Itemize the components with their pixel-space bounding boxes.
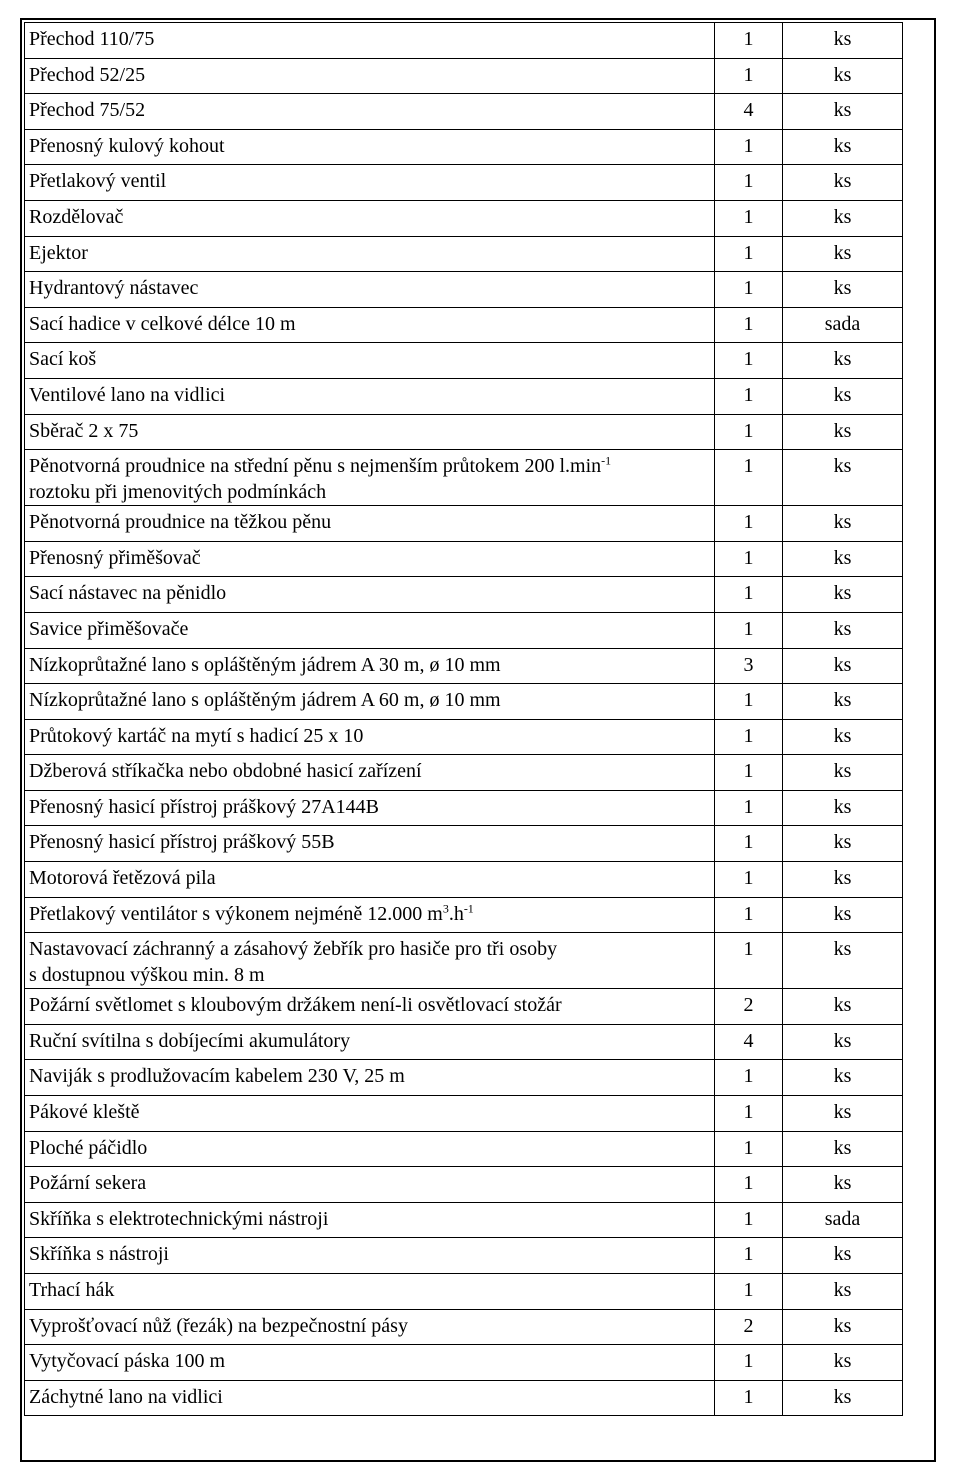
table-row [25,1131,903,1167]
item-name: Rozdělovač [29,205,124,228]
item-name-cell [25,1131,715,1167]
item-name: Sací koš [29,348,97,371]
superscript: 3 [442,901,449,915]
item-unit: ks [783,1131,903,1167]
item-name: Skříňka s elektrotechnickými nástroji [29,1207,329,1230]
item-name: Přetlakový ventilátor s výkonem nejméně 12.000 $m^3.h^{-1}$ [29,901,474,925]
table-row [25,648,903,684]
item-name-cell [25,862,715,898]
item-unit: ks [783,1238,903,1274]
item-quantity: 1 [715,236,783,272]
table-row [25,612,903,648]
item-name-cell [25,236,715,272]
item-name-cell [25,1060,715,1096]
item-name-cell [25,1309,715,1345]
item-name-cell [25,23,715,59]
table-row [25,129,903,165]
item-name: Přenosný hasicí přístroj práškový 55B [29,831,335,854]
item-name-cell [25,612,715,648]
table-row [25,577,903,613]
item-quantity: 2 [715,1309,783,1345]
item-quantity: 1 [715,755,783,791]
item-name-cell [25,165,715,201]
table-row [25,1345,903,1381]
item-name-cell [25,755,715,791]
item-name-cell [25,343,715,379]
item-name: Přenosný hasicí přístroj práškový 27A144B [29,795,379,818]
item-quantity: 2 [715,989,783,1025]
table-row [25,755,903,791]
table-row [25,200,903,236]
table-row [25,1024,903,1060]
item-name-cell [25,378,715,414]
item-name-cell [25,826,715,862]
item-name-cell [25,307,715,343]
item-unit: ks [783,129,903,165]
item-unit: sada [783,307,903,343]
table-row [25,1202,903,1238]
table-row [25,94,903,130]
item-name-cell [25,989,715,1025]
item-quantity: 1 [715,23,783,59]
item-quantity: 4 [715,1024,783,1060]
table-row [25,1238,903,1274]
item-quantity: 1 [715,790,783,826]
item-name: Nastavovací záchranný a zásahový žebřík pro hasiče pro tři osoby [29,938,558,961]
item-name-cell [25,506,715,542]
item-name: Trhací hák [29,1279,115,1301]
item-unit: ks [783,826,903,862]
item-quantity: 1 [715,506,783,542]
table-row [25,343,903,379]
item-quantity: 1 [715,862,783,898]
item-name-cell [25,1167,715,1203]
item-quantity: 1 [715,612,783,648]
item-name: Vyprošťovací nůž (řezák) na bezpečnostní pásy [29,1314,408,1337]
table-row [25,450,903,506]
item-name: Přenosný kulový kohout [29,134,225,157]
table-row [25,897,903,933]
item-name: Ruční svítilna s dobíjecími akumulátory [29,1029,351,1052]
item-quantity: 1 [715,307,783,343]
item-quantity: 1 [715,165,783,201]
item-name: Přechod 52/25 [29,63,146,86]
item-quantity: 1 [715,826,783,862]
table-row [25,1060,903,1096]
item-name-cell [25,200,715,236]
item-unit: ks [783,343,903,379]
equipment-table [24,22,903,1416]
item-name-cell [25,414,715,450]
item-unit: ks [783,1060,903,1096]
item-unit: ks [783,612,903,648]
table-row [25,933,903,989]
item-name-cell [25,272,715,308]
item-quantity: 1 [715,450,783,506]
table-row [25,236,903,272]
item-unit: ks [783,378,903,414]
item-unit: ks [783,989,903,1025]
item-name-cell [25,1024,715,1060]
table-row [25,989,903,1025]
item-unit: ks [783,577,903,613]
item-quantity: 1 [715,1380,783,1416]
item-name: Požární sekera [29,1172,147,1195]
item-name: Požární světlomet s kloubovým držákem není-li osvětlovací stožár [29,994,562,1017]
item-quantity: 1 [715,1238,783,1274]
table-row [25,826,903,862]
item-unit: ks [783,897,903,933]
item-name: Přetlakový ventil [29,170,167,193]
item-quantity: 1 [715,1345,783,1381]
item-unit: ks [783,272,903,308]
item-unit: ks [783,58,903,94]
item-quantity: 1 [715,1167,783,1203]
item-name: Nízkoprůtažné lano s opláštěným jádrem A 30 m, ø 10 mm [29,653,501,676]
item-unit: ks [783,684,903,720]
item-name-cell [25,450,715,506]
item-name: Záchytné lano na vidlici [29,1385,223,1408]
item-unit: ks [783,755,903,791]
item-name: Nízkoprůtažné lano s opláštěným jádrem A 60 m, ø 10 mm [29,689,501,712]
item-name: Přechod 110/75 [29,28,155,50]
item-name: Pěnotvorná proudnice na střední pěnu s nejmenším průtokem 200 $l.\min^{-1}$ [29,453,612,478]
item-quantity: 1 [715,1202,783,1238]
item-unit: ks [783,719,903,755]
item-unit: ks [783,200,903,236]
item-name-cell [25,1202,715,1238]
item-quantity: 1 [715,684,783,720]
table-row [25,1380,903,1416]
item-name-line2: roztoku při jmenovitých podmínkách [29,481,327,504]
item-unit: ks [783,933,903,989]
item-unit: ks [783,790,903,826]
item-unit: ks [783,1167,903,1203]
item-quantity: 1 [715,378,783,414]
item-name: Vytyčovací páska 100 m [29,1350,226,1373]
item-unit: ks [783,648,903,684]
item-quantity: 1 [715,897,783,933]
table-row [25,58,903,94]
table-row [25,541,903,577]
item-unit: ks [783,1309,903,1345]
item-unit: ks [783,1024,903,1060]
item-quantity: 1 [715,719,783,755]
item-name-cell [25,933,715,989]
item-name: Sběrač 2 x 75 [29,419,139,442]
item-quantity: 1 [715,1060,783,1096]
item-unit: ks [783,23,903,59]
item-name-cell [25,1274,715,1310]
table-row [25,307,903,343]
item-unit: ks [783,414,903,450]
item-name-cell [25,94,715,130]
item-quantity: 1 [715,343,783,379]
item-name: Sací hadice v celkové délce 10 m [29,312,296,335]
item-quantity: 1 [715,414,783,450]
table-row [25,862,903,898]
item-name-line2: s dostupnou výškou min. 8 m [29,964,265,987]
superscript: -1 [601,453,612,468]
item-unit: ks [783,862,903,898]
item-name-cell [25,897,715,933]
item-name-cell [25,1345,715,1381]
item-unit: ks [783,541,903,577]
superscript: -1 [463,901,474,915]
table-row [25,506,903,542]
item-quantity: 1 [715,1131,783,1167]
item-name-cell [25,1096,715,1132]
item-name: Naviják s prodlužovacím kabelem 230 V, 25 m [29,1065,405,1088]
item-name-cell [25,648,715,684]
table-row [25,1274,903,1310]
table-row [25,790,903,826]
item-quantity: 1 [715,1274,783,1310]
item-name: Přenosný přiměšovač [29,546,201,569]
item-quantity: 1 [715,272,783,308]
item-name-cell [25,1380,715,1416]
item-unit: ks [783,1096,903,1132]
item-name-cell [25,1238,715,1274]
item-quantity: 1 [715,129,783,165]
table-row [25,165,903,201]
item-name: Pěnotvorná proudnice na těžkou pěnu [29,511,332,534]
item-unit: ks [783,450,903,506]
item-name: Džberová stříkačka nebo obdobné hasicí zařízení [29,760,422,783]
table-row [25,23,903,59]
item-quantity: 3 [715,648,783,684]
item-unit: ks [783,1380,903,1416]
table-row [25,378,903,414]
item-name-cell [25,129,715,165]
item-name: Pákové kleště [29,1101,140,1124]
item-unit: ks [783,236,903,272]
item-name: Ejektor [29,241,88,264]
table-row [25,1309,903,1345]
equipment-table-body [25,23,903,1416]
item-quantity: 1 [715,577,783,613]
table-row [25,414,903,450]
item-quantity: 4 [715,94,783,130]
item-name: Hydrantový nástavec [29,277,199,300]
item-name: Ventilové lano na vidlici [29,383,226,406]
item-unit: ks [783,94,903,130]
table-row [25,1167,903,1203]
table-row [25,719,903,755]
item-name-cell [25,719,715,755]
item-name-cell [25,541,715,577]
item-unit: ks [783,165,903,201]
item-quantity: 1 [715,58,783,94]
item-quantity: 1 [715,541,783,577]
table-row [25,684,903,720]
item-name-cell [25,684,715,720]
item-name: Přechod 75/52 [29,99,146,122]
item-quantity: 1 [715,200,783,236]
item-name-cell [25,577,715,613]
item-name: Motorová řetězová pila [29,867,216,890]
table-row [25,1096,903,1132]
item-name: Sací nástavec na pěnidlo [29,582,227,605]
item-name: Savice přiměšovače [29,617,189,640]
item-name-cell [25,58,715,94]
table-row [25,272,903,308]
item-name-cell [25,790,715,826]
item-name-continuation: .h [448,902,464,925]
item-unit: ks [783,1345,903,1381]
item-name: Průtokový kartáč na mytí s hadicí 25 x 10 [29,724,364,747]
item-quantity: 1 [715,933,783,989]
item-quantity: 1 [715,1096,783,1132]
item-unit: sada [783,1202,903,1238]
item-name: Skříňka s nástroji [29,1243,169,1266]
item-name: Ploché páčidlo [29,1136,148,1159]
item-unit: ks [783,506,903,542]
item-unit: ks [783,1274,903,1310]
